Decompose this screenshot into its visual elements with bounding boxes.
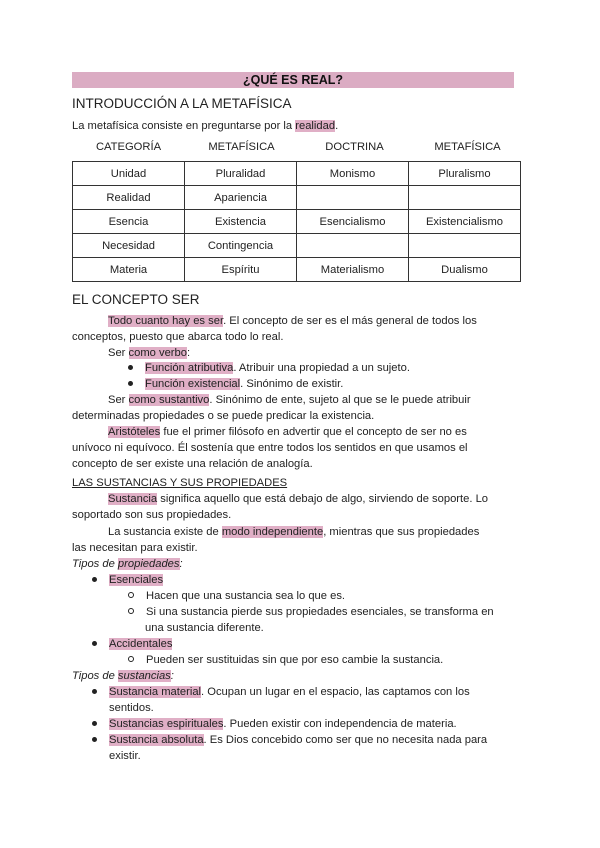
table-cell: Esencialismo: [297, 210, 409, 234]
bullet-dot-icon: [92, 721, 97, 726]
bullet-dot-icon: [92, 689, 97, 694]
table-cell: [297, 186, 409, 210]
ser-sust-text: . Sinónimo de ente, sujeto al que se le puede atribuir: [209, 394, 471, 406]
bullet-text: . Sinónimo de existir.: [240, 378, 344, 390]
bullet-text-line2: existir.: [109, 750, 141, 762]
tipos-prop-prefix: Tipos de: [72, 558, 118, 570]
aristoteles-line2: unívoco ni equívoco. Él sostenía que entre todos los sentidos en que usamos el: [72, 442, 468, 454]
table-cell: Materialismo: [297, 258, 409, 282]
sustancia-p1-text: significa aquello que está debajo de algo, sirviendo de soporte. Lo: [157, 493, 489, 505]
ser-sustantivo-line: [108, 392, 568, 408]
ser-sust-prefix: Ser: [108, 394, 129, 406]
highlight-sustancias: sustancias: [117, 670, 171, 682]
sustancia-p2-line2: las necesitan para existir.: [72, 542, 198, 554]
tipos-sustancias-label: [72, 668, 532, 684]
table-header-metafisica-1: METAFÍSICA: [208, 141, 275, 153]
intro-paragraph: [72, 118, 532, 134]
table-cell: [297, 234, 409, 258]
concepto-p1-text: . El concepto de ser es el más general de todos los: [223, 315, 477, 327]
page-title: ¿QUÉ ES REAL?: [72, 72, 514, 88]
bullet-circle-icon: [128, 656, 134, 662]
table-cell: Necesidad: [73, 234, 185, 258]
list-item: [128, 588, 345, 604]
list-item: [128, 604, 494, 620]
table-cell: Realidad: [73, 186, 185, 210]
metaphysics-table: [72, 161, 521, 282]
bullet-dot-icon: [92, 577, 97, 582]
concepto-heading: EL CONCEPTO SER: [72, 292, 200, 307]
sustancias-heading: LAS SUSTANCIAS Y SUS PROPIEDADES: [72, 477, 288, 489]
bullet-dot-icon: [92, 737, 97, 742]
intro-heading: INTRODUCCIÓN A LA METAFÍSICA: [72, 96, 292, 111]
bullet-dot-icon: [92, 641, 97, 646]
list-item: [92, 716, 457, 732]
table-row: [73, 162, 521, 186]
bullet-dot-icon: [128, 365, 133, 370]
bullet-text: . Es Dios concebido como ser que no necesita nada para: [203, 734, 488, 746]
tipos-sust-prefix: Tipos de: [72, 670, 118, 682]
concepto-p1: [108, 313, 568, 329]
table-cell: [409, 186, 521, 210]
highlight-sustancias-espirituales: Sustancias espirituales: [109, 718, 224, 730]
list-item: [92, 732, 487, 748]
table-cell: Pluralidad: [185, 162, 297, 186]
table-header-metafisica-2: METAFÍSICA: [434, 141, 501, 153]
table-cell: Monismo: [297, 162, 409, 186]
concepto-p1-line2: conceptos, puesto que abarca todo lo real.: [72, 331, 284, 343]
bullet-text-line2: una sustancia diferente.: [145, 622, 264, 634]
highlight-como-verbo: como verbo: [128, 347, 187, 359]
tipos-propiedades-label: [72, 556, 532, 572]
table-cell: Materia: [73, 258, 185, 282]
bullet-text: Hacen que una sustancia sea lo que es.: [146, 590, 346, 602]
bullet-text: . Ocupan un lugar en el espacio, las captamos con los: [201, 686, 470, 698]
table-cell: Existencialismo: [409, 210, 521, 234]
aristoteles-line: [108, 424, 568, 440]
bullet-circle-icon: [128, 608, 134, 614]
highlight-sustancia-material: Sustancia material: [109, 686, 202, 698]
list-item: [92, 684, 470, 700]
list-item: [128, 652, 443, 668]
highlight-sustancia-absoluta: Sustancia absoluta: [109, 734, 204, 746]
bullet-circle-icon: [128, 592, 134, 598]
table-cell: [409, 234, 521, 258]
aristoteles-line3: concepto de ser existe una relación de analogía.: [72, 458, 313, 470]
bullet-text: Pueden ser sustituidas sin que por eso cambie la sustancia.: [146, 654, 444, 666]
highlight-esenciales: Esenciales: [109, 574, 164, 586]
bullet-dot-icon: [128, 381, 133, 386]
ser-sustantivo-line2: determinadas propiedades o se puede predicar la existencia.: [72, 410, 375, 422]
intro-text-end: .: [335, 120, 339, 132]
tipos-prop-suffix: :: [179, 558, 183, 570]
bullet-text-line2: sentidos.: [109, 702, 154, 714]
highlight-aristoteles: Aristóteles: [108, 426, 161, 438]
ser-verbo-suffix: :: [186, 347, 191, 359]
table-cell: Unidad: [73, 162, 185, 186]
list-item: [92, 572, 163, 588]
table-cell: Dualismo: [409, 258, 521, 282]
list-item: [128, 376, 343, 392]
table-cell: Esencia: [73, 210, 185, 234]
highlight-funcion-atributiva: Función atributiva: [145, 362, 234, 374]
sustancia-p2-prefix: La sustancia existe de: [108, 526, 222, 538]
table-cell: Espíritu: [185, 258, 297, 282]
bullet-text: . Atribuir una propiedad a un sujeto.: [233, 362, 410, 374]
highlight-modo-independiente: modo independiente: [221, 526, 324, 538]
table-cell: Pluralismo: [409, 162, 521, 186]
sustancia-p2-text: , mientras que sus propiedades: [323, 526, 480, 538]
ser-verbo-prefix: Ser: [108, 347, 129, 359]
highlight-accidentales: Accidentales: [109, 638, 173, 650]
list-item: [92, 636, 172, 652]
sustancia-p2: [108, 524, 568, 540]
table-row: [73, 186, 521, 210]
sustancia-p1-line2: soportado son sus propiedades.: [72, 509, 232, 521]
table-cell: Contingencia: [185, 234, 297, 258]
list-item: [128, 360, 410, 376]
table-header-categoria: CATEGORÍA: [95, 141, 162, 153]
bullet-text: Si una sustancia pierde sus propiedades esenciales, se transforma en: [146, 606, 494, 618]
highlight-como-sustantivo: como sustantivo: [128, 394, 210, 406]
table-row: [73, 258, 521, 282]
sustancia-p1: [108, 491, 568, 507]
intro-text: La metafísica consiste en preguntarse por la: [72, 120, 296, 132]
table-cell: Apariencia: [185, 186, 297, 210]
highlight-todo-es-ser: Todo cuanto hay es ser: [108, 315, 224, 327]
table-row: [73, 210, 521, 234]
tipos-sust-suffix: :: [170, 670, 174, 682]
table-cell: Existencia: [185, 210, 297, 234]
table-header-doctrina: DOCTRINA: [325, 141, 384, 153]
highlight-funcion-existencial: Función existencial: [145, 378, 241, 390]
bullet-text: . Pueden existir con independencia de materia.: [223, 718, 457, 730]
ser-verbo-line: [108, 345, 568, 361]
aristoteles-text: fue el primer filósofo en advertir que el concepto de ser no es: [160, 426, 467, 438]
highlight-sustancia: Sustancia: [108, 493, 158, 505]
table-row: [73, 234, 521, 258]
highlight-propiedades: propiedades: [117, 558, 180, 570]
highlight-realidad: realidad: [295, 120, 336, 132]
